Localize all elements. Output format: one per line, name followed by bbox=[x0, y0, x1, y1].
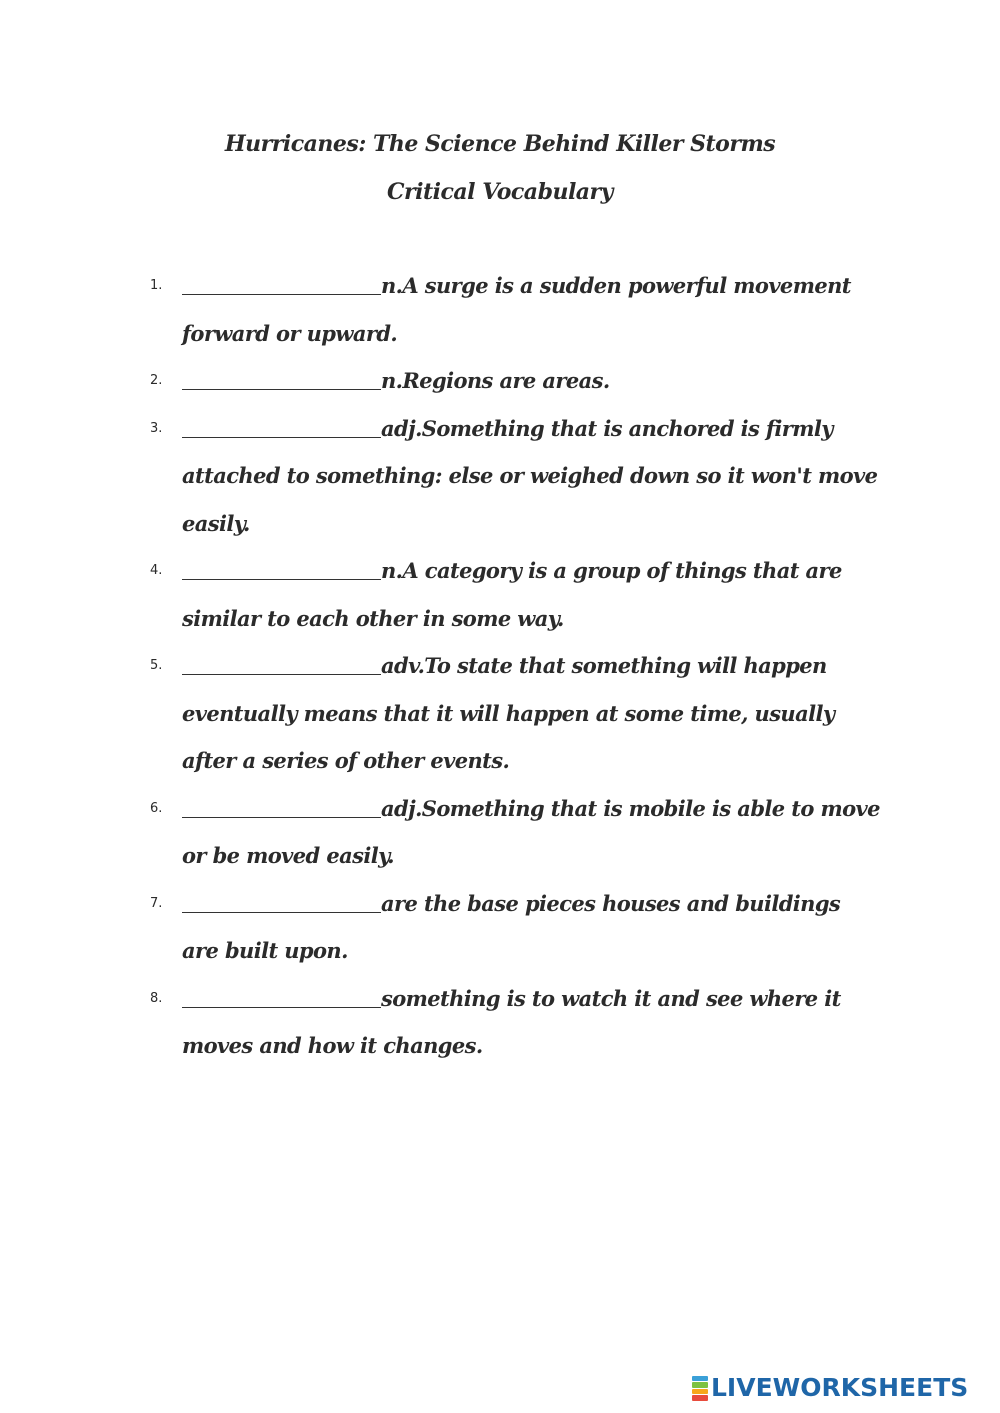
item-number: 4. bbox=[150, 563, 163, 578]
logo-text: LIVEWORKSHEETS bbox=[711, 1373, 969, 1402]
answer-blank[interactable] bbox=[182, 274, 381, 295]
vocab-item bbox=[0, 405, 882, 548]
item-number: 1. bbox=[150, 278, 163, 293]
logo-badge-stripe bbox=[692, 1376, 708, 1382]
worksheet-subtitle: Critical Vocabulary bbox=[387, 179, 613, 205]
answer-blank[interactable] bbox=[182, 892, 381, 913]
liveworksheets-logo bbox=[692, 1373, 968, 1403]
answer-blank[interactable] bbox=[182, 987, 381, 1008]
item-number: 2. bbox=[150, 373, 163, 388]
definition-text: n.A surge is a sudden powerful movement forward or upward. bbox=[182, 273, 851, 346]
answer-blank[interactable] bbox=[182, 417, 381, 438]
answer-blank[interactable] bbox=[182, 654, 381, 675]
worksheet-title: Hurricanes: The Science Behind Killer Storms bbox=[224, 131, 776, 157]
item-number: 6. bbox=[150, 800, 163, 816]
answer-blank[interactable] bbox=[182, 797, 381, 818]
vocab-item bbox=[0, 880, 882, 975]
vocab-item bbox=[0, 785, 882, 880]
definition-text: something is to watch it and see where it moves and how it changes. bbox=[182, 985, 841, 1058]
logo-badge-stripe bbox=[692, 1389, 708, 1395]
worksheet-header bbox=[0, 122, 1000, 218]
item-number: 7. bbox=[150, 895, 163, 911]
definition-text: are the base pieces houses and buildings are built upon. bbox=[182, 890, 841, 963]
logo-badge-stripe bbox=[692, 1382, 708, 1388]
answer-blank[interactable] bbox=[182, 559, 381, 580]
vocab-item bbox=[0, 975, 882, 1070]
definition-text: adv.To state that something will happen eventually means that it will happen at some time, usually after a series of other events. bbox=[182, 653, 835, 773]
item-number: 3. bbox=[150, 420, 163, 436]
definition-text: n.Regions are areas. bbox=[381, 368, 610, 393]
definition-text: adj.Something that is anchored is firmly attached to something: else or weighed down so it won't move easily. bbox=[182, 415, 878, 536]
definition-text: adj.Something that is mobile is able to move or be moved easily. bbox=[182, 795, 880, 868]
vocab-item bbox=[0, 642, 882, 785]
definition-text: n.A category is a group of things that are similar to each other in some way. bbox=[182, 558, 842, 631]
vocab-item bbox=[0, 357, 882, 405]
item-number: 5. bbox=[150, 658, 163, 673]
vocabulary-list bbox=[0, 262, 1000, 1070]
answer-blank[interactable] bbox=[182, 369, 381, 390]
logo-badge-icon bbox=[692, 1375, 708, 1401]
vocab-item bbox=[0, 547, 882, 642]
logo-badge-stripe bbox=[692, 1395, 708, 1401]
vocab-item bbox=[0, 262, 882, 357]
item-number: 8. bbox=[150, 990, 163, 1006]
